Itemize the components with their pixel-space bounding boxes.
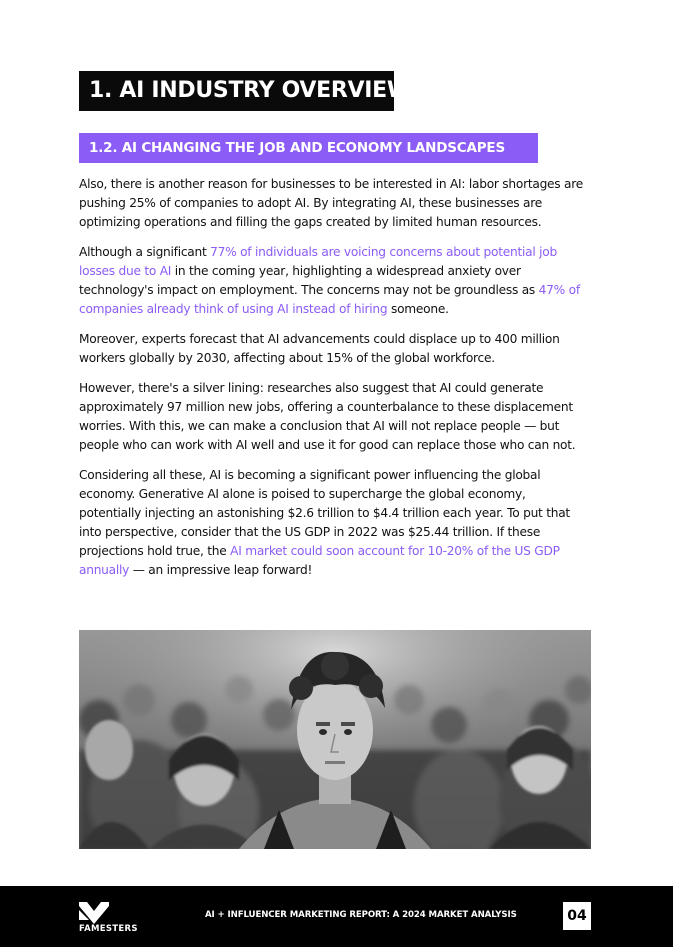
paragraph-1	[79, 175, 591, 232]
text-run: However, there's a silver lining: researches also suggest that AI could generate approximately 97 million new jobs, offering a counterbalance to these displacement worries. With this, we can make a conclusion that AI will not replace people — but people who can work with AI well and use it for good can replace those who can not.	[79, 381, 576, 452]
text-run: Moreover, experts forecast that AI advancements could displace up to 400 million workers globally by 2030, affecting about 15% of the global workforce.	[79, 332, 560, 365]
crowd-photo-illustration	[79, 630, 591, 849]
text-run: — an impressive leap forward!	[129, 563, 313, 577]
body-text	[79, 175, 591, 591]
brand-name: FAMESTERS	[79, 924, 138, 934]
text-run: Also, there is another reason for businesses to be interested in AI: labor shortages are pushing 25% of companies to adopt AI. By integrating AI, these businesses are optimizing operations and filling the gaps created by limited human resources.	[79, 177, 583, 229]
paragraph-2	[79, 243, 591, 319]
text-run: Considering all these, AI is becoming a significant power influencing the global economy. Generative AI alone is poised to supercharge the global economy, potentially injecting an astonishing $2.6 trillion to $4.4 trillion each year. To put that into perspective, consider that the US GDP in 2022 was $25.44 trillion. If these projections hold true, the	[79, 468, 570, 558]
section-subtitle: 1.2. AI CHANGING THE JOB AND ECONOMY LANDSCAPES	[79, 133, 538, 163]
highlight-ai-instead-of-hiring: 47% of companies already think of using AI instead of hiring	[79, 283, 580, 316]
famesters-logo-icon	[79, 902, 109, 924]
paragraph-4	[79, 379, 591, 455]
paragraph-3	[79, 330, 591, 368]
crowd-photo	[79, 630, 591, 849]
text-run: someone.	[387, 302, 449, 316]
famesters-logo	[79, 902, 149, 934]
highlight-job-loss-concern: 77% of individuals are voicing concerns about potential job losses due to AI	[79, 245, 557, 278]
section-title: 1. AI INDUSTRY OVERVIEW	[79, 71, 394, 111]
report-title: AI + INFLUENCER MARKETING REPORT: A 2024 MARKET ANALYSIS	[205, 910, 517, 920]
page-footer	[0, 886, 673, 947]
text-run: in the coming year, highlighting a widespread anxiety over technology's impact on employment. The concerns may not be groundless as	[79, 264, 539, 297]
paragraph-5	[79, 466, 591, 580]
page-number: 04	[563, 902, 591, 930]
text-run: Although a significant	[79, 245, 211, 259]
highlight-us-gdp-share: AI market could soon account for 10-20% of the US GDP annually	[79, 544, 560, 577]
